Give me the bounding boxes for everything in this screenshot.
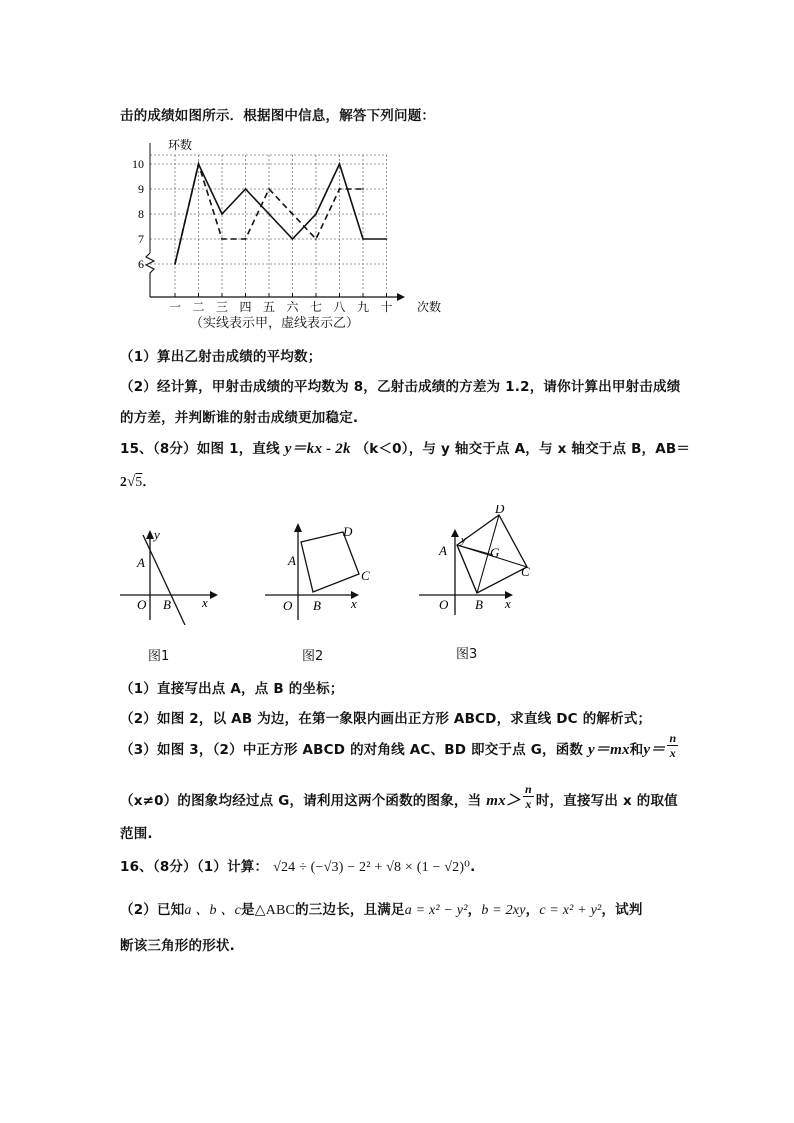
q15-ab-length: 2√5． (120, 474, 157, 490)
fig2-d-label: D (343, 524, 353, 539)
x-tick-label: 九 (356, 300, 370, 314)
data-point (221, 213, 223, 215)
q16-p2-triangle: △ABC (254, 903, 296, 918)
q15-heading-pre: 15、（8分）如图 1，直线 (120, 441, 280, 457)
q15-p3-b-mx: mx＞ (486, 793, 521, 809)
x-tick-label: 七 (309, 300, 323, 314)
fig1-caption: 图1 (148, 649, 170, 664)
x-tick-label: 一 (168, 300, 182, 314)
figure-2 (263, 520, 373, 625)
y-tick-label: 8 (138, 207, 144, 221)
chart-caption: （实线表示甲，虚线表示乙） (190, 316, 360, 331)
frac2-num: n (524, 781, 532, 796)
fraction-n-over-x (667, 731, 678, 760)
shooting-score-chart (125, 135, 455, 335)
x-tick-label: 五 (262, 300, 276, 314)
x-axis-title: 次数 (417, 300, 442, 314)
figure-3 (417, 505, 547, 625)
data-point (268, 188, 270, 190)
q16-p2-mid: 是 (241, 902, 255, 918)
q15-part2: （2）如图 2，以 AB 为边，在第一象限内画出正方形 ABCD，求直线 DC 的解析式； (120, 711, 652, 727)
y-tick-label: 10 (132, 157, 144, 171)
fig3-x-label: x (505, 596, 511, 611)
data-point (315, 213, 317, 215)
data-point (386, 238, 388, 240)
x-tick-label: 二 (192, 300, 205, 314)
fig2-c-label: C (361, 568, 370, 583)
x-tick-label: 三 (215, 300, 229, 314)
q16-p2-pre: （2）已知 (120, 902, 185, 918)
fraction-n-over-x-2 (523, 782, 534, 811)
frac2-den: x (525, 796, 532, 811)
q16-heading (120, 855, 475, 876)
fig1-x-label: x (202, 595, 208, 610)
q16-p2-mid2: 的三边长，且满足 (295, 902, 405, 918)
q16-p2-b: b = 2xy (481, 903, 526, 918)
data-point (174, 263, 176, 265)
data-point (362, 188, 364, 190)
y-tick-label: 9 (138, 182, 144, 196)
fig1-o-label: O (137, 597, 147, 612)
ab-end: ． (142, 474, 157, 490)
q15-part3-line2 (120, 781, 678, 811)
fig2-caption: 图2 (302, 649, 324, 664)
x-tick-label: 六 (286, 300, 299, 314)
q15-p3-and: 和 (629, 742, 644, 758)
data-point (315, 238, 317, 240)
q14-part1: （1）算出乙射击成绩的平均数； (120, 349, 322, 365)
fig1-y-label: y (154, 527, 160, 542)
q16-expr-end: . (470, 859, 476, 875)
x-tick-label: 四 (239, 300, 252, 314)
fig3-a-label: A (439, 543, 447, 558)
data-point (339, 188, 341, 190)
q16-part2-line2: 断该三角形的形状. (120, 938, 235, 954)
ab-coefficient: 2 (120, 474, 127, 489)
q16-head: 16、（8分）（1）计算： (120, 859, 269, 875)
x-tick-label: 八 (333, 300, 346, 314)
data-point (221, 238, 223, 240)
ab-radicand: 5 (135, 474, 143, 489)
fig2-a-label: A (288, 553, 296, 568)
q15-line-equation: y＝kx - 2k (284, 441, 351, 457)
data-point (292, 213, 294, 215)
data-point (339, 163, 341, 165)
q15-p3-eq2: y＝ (643, 742, 666, 758)
fig3-caption: 图3 (456, 647, 478, 662)
q16-expression: √24 ÷ (−√3) − 2² + √8 × (1 − √2)⁰ (273, 860, 471, 875)
q15-p3-eq1: y＝mx (588, 742, 630, 758)
fig3-c-label: C (521, 564, 530, 579)
y-tick-label: 6 (138, 257, 144, 271)
x-axis-arrow (397, 293, 405, 301)
q15-part3-line1 (120, 730, 680, 760)
frac-den: x (669, 745, 676, 760)
q14-part2-line2: 的方差，并判断谁的射击成绩更加稳定. (120, 410, 359, 426)
fig3-b-label: B (475, 597, 483, 612)
q16-p2-end: ，试判 (601, 902, 643, 918)
q16-p2-c: c = x² + y² (539, 903, 602, 918)
q16-part2-line1: （2）已知a 、b 、c是△ABC的三边长，且满足a = x² − y²，b = 2xy，c = x² + y²，试判 (120, 902, 643, 918)
q15-p3-pre: （3）如图 3，（2）中正方形 ABCD 的对角线 AC、BD 即交于点 G，函数 (120, 742, 584, 758)
y-axis-title: 环数 (168, 138, 193, 152)
y-tick-label: 7 (138, 232, 144, 246)
figure-1 (115, 525, 225, 625)
fig3-o-label: O (439, 597, 449, 612)
fig3-y-label: y (461, 534, 466, 546)
q15-part1: （1）直接写出点 A，点 B 的坐标； (120, 681, 344, 697)
fig3-g-label: G (490, 545, 500, 560)
data-point (198, 163, 200, 165)
fig2-o-label: O (283, 598, 293, 613)
q15-heading (120, 437, 690, 458)
q14-part2-line1: （2）经计算，甲射击成绩的平均数为 8，乙射击成绩的方差为 1.2，请你计算出甲射击成绩 (120, 379, 681, 395)
data-point (362, 238, 364, 240)
fig1-a-label: A (137, 555, 145, 570)
data-point (292, 238, 294, 240)
y-axis-break (146, 253, 154, 297)
fig3-d-label: D (495, 505, 505, 516)
fig2-x-label: x (351, 596, 357, 611)
fig1-b-label: B (163, 597, 171, 612)
q16-p2-vars: a 、b 、c (184, 903, 242, 918)
q15-p3-b-pre: （x≠0）的图象均经过点 G，请利用这两个函数的图象，当 (120, 793, 482, 809)
q16-p2-a: a = x² − y² (404, 903, 468, 918)
q15-part3-line3: 范围. (120, 826, 153, 842)
fig2-b-label: B (313, 598, 321, 613)
frac-num: n (669, 730, 677, 745)
data-point (245, 188, 247, 190)
x-tick-label: 十 (380, 300, 393, 314)
data-point (245, 238, 247, 240)
data-point (268, 213, 270, 215)
intro-text: 击的成绩如图所示．根据图中信息，解答下列问题： (120, 108, 436, 124)
q15-p3-b-post: 时，直接写出 x 的取值 (535, 793, 678, 809)
q15-condition: （k＜0），与 y 轴交于点 A，与 x 轴交于点 B，AB＝ (355, 441, 691, 457)
